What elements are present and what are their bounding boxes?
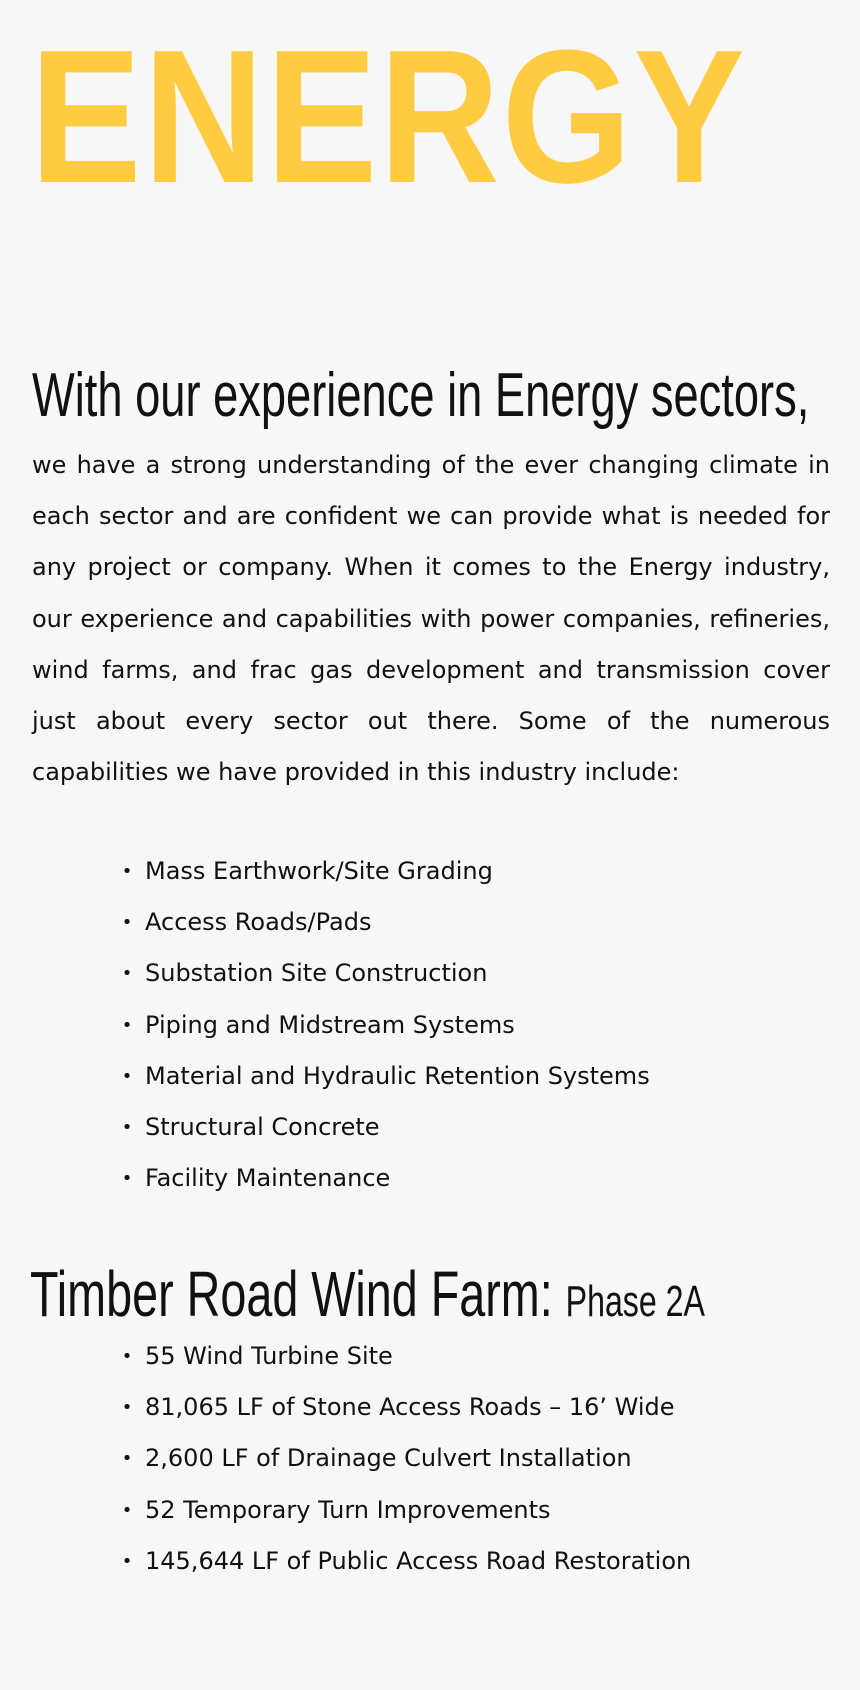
- capabilities-list: [121, 846, 650, 1204]
- list-item: [121, 897, 650, 948]
- project-item-label: 55 Wind Turbine Site: [145, 1342, 393, 1370]
- project-item-label: 81,065 LF of Stone Access Roads – 16’ Wide: [145, 1393, 675, 1422]
- capability-label: Piping and Midstream Systems: [145, 1010, 515, 1039]
- list-item: [121, 1382, 691, 1433]
- bullet-icon: •: [121, 1499, 133, 1521]
- intro-paragraph: we have a strong understanding of the ever changing climate in each sector and are confident we can provide what is needed for any project or company. When it comes to the Energy industry, our experience and capabilities with power companies, refineries, wind farms, and frac gas development and transmission cover just about every sector out there. Some of the numerous capabilities we have provided in this industry include:: [32, 451, 830, 787]
- capability-label: Material and Hydraulic Retention Systems: [145, 1061, 650, 1090]
- bullet-icon: •: [121, 1065, 133, 1087]
- bullet-icon: •: [121, 1014, 133, 1036]
- bullet-icon: •: [121, 963, 133, 985]
- hero-title: ENERGY: [30, 11, 747, 223]
- project-item-label: 52 Temporary Turn Improvements: [145, 1495, 551, 1524]
- list-item: [121, 948, 650, 999]
- list-item: [121, 1000, 650, 1051]
- list-item: [121, 1153, 650, 1204]
- list-item: [121, 1102, 650, 1153]
- bullet-icon: •: [121, 1346, 133, 1367]
- bullet-icon: •: [121, 1117, 133, 1139]
- list-item: [121, 846, 650, 897]
- capability-label: Access Roads/Pads: [145, 908, 372, 937]
- capability-label: Substation Site Construction: [145, 959, 488, 988]
- capability-label: Facility Maintenance: [145, 1164, 391, 1193]
- intro-heading: With our experience in Energy sectors,: [32, 361, 810, 430]
- bullet-icon: •: [121, 912, 133, 934]
- list-item: [121, 1051, 650, 1102]
- project-details-list: [121, 1331, 691, 1587]
- project-item-label: 145,644 LF of Public Access Road Restoration: [145, 1546, 692, 1575]
- project-item-label: 2,600 LF of Drainage Culvert Installation: [145, 1444, 632, 1473]
- bullet-icon: •: [121, 1448, 133, 1470]
- bullet-icon: •: [121, 1550, 133, 1572]
- list-item: [121, 1331, 691, 1382]
- bullet-icon: •: [121, 861, 133, 882]
- project-title: Timber Road Wind Farm:: [30, 1258, 553, 1330]
- project-phase: Phase 2A: [565, 1277, 705, 1326]
- project-heading: [30, 1258, 705, 1338]
- list-item: [121, 1433, 691, 1484]
- list-item: [121, 1485, 691, 1536]
- list-item: [121, 1536, 691, 1587]
- bullet-icon: •: [121, 1168, 133, 1190]
- capability-label: Structural Concrete: [145, 1113, 380, 1142]
- bullet-icon: •: [121, 1397, 133, 1419]
- capability-label: Mass Earthwork/Site Grading: [145, 857, 493, 885]
